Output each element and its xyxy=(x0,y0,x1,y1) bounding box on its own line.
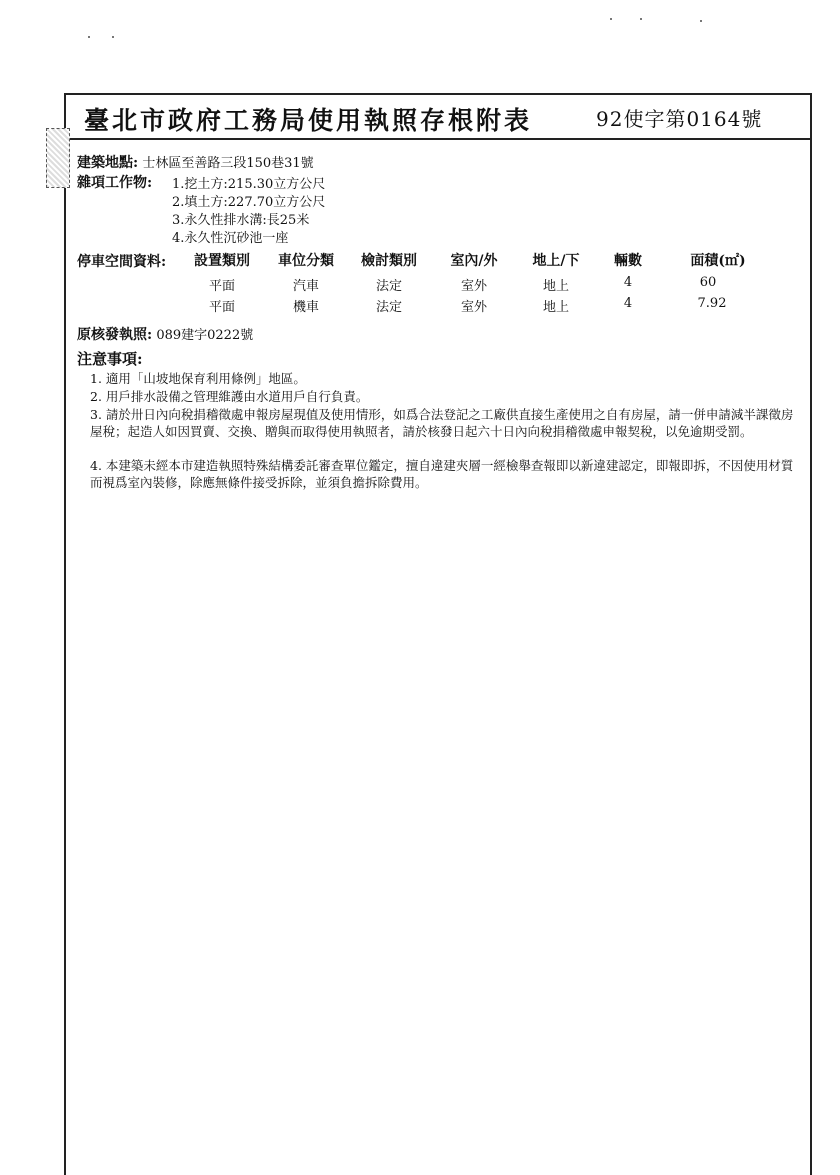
site-row xyxy=(77,152,314,172)
note-item: 2. 用戶排水設備之管理維護由水道用戶自行負責。 xyxy=(90,389,369,404)
note-item: 1. 適用「山坡地保育利用條例」地區。 xyxy=(90,371,306,386)
note-item: 3. 請於卅日內向稅捐稽徵處申報房屋現值及使用情形，如爲合法登記之工廠供直接生產使用之自有房屋，請一併申請減半課徵房屋稅；起造人如因買賣、交換、贈與而取得使用執照者，請於核發日起六十日內向稅捐稽徵處申報契稅，以免逾期受罰。 xyxy=(90,407,794,439)
parking-header-cell: 檢討類別 xyxy=(361,253,417,269)
parking-header-cell: 車位分類 xyxy=(278,253,334,269)
parking-header-cell: 地上/下 xyxy=(532,253,580,269)
site-label: 建築地點: xyxy=(77,155,139,171)
original-license-value: 089建字0222號 xyxy=(156,328,254,343)
parking-cell: 地上 xyxy=(542,300,570,315)
parking-cell: 60 xyxy=(699,275,717,290)
parking-cell: 汽車 xyxy=(292,279,320,294)
parking-cell: 7.92 xyxy=(697,296,727,311)
misc-works-label: 雜項工作物: xyxy=(77,175,153,191)
parking-cell: 室外 xyxy=(460,279,488,294)
parking-cell: 地上 xyxy=(542,279,570,294)
document-number: 92使字第0164號 xyxy=(596,107,763,131)
parking-cell: 法定 xyxy=(375,300,403,315)
misc-work-item: 3.永久性排水溝:長25米 xyxy=(172,213,310,228)
parking-header-cell: 面積(㎡) xyxy=(690,253,746,269)
site-value: 士林區至善路三段150巷31號 xyxy=(142,156,314,171)
misc-work-item: 1.挖土方:215.30立方公尺 xyxy=(172,177,326,192)
parking-header-cell: 輛數 xyxy=(614,253,642,269)
title-divider xyxy=(64,138,810,140)
parking-cell: 4 xyxy=(623,296,633,311)
original-license-row xyxy=(77,324,253,344)
document-title: 臺北市政府工務局使用執照存根附表 xyxy=(84,106,533,135)
parking-cell: 4 xyxy=(623,275,633,290)
official-seal-stamp xyxy=(46,128,70,188)
parking-cell: 機車 xyxy=(292,300,320,315)
misc-work-item: 4.永久性沉砂池一座 xyxy=(172,231,289,246)
misc-work-item: 2.填土方:227.70立方公尺 xyxy=(172,195,326,210)
original-license-label: 原核發執照: xyxy=(77,327,153,343)
parking-cell: 室外 xyxy=(460,300,488,315)
parking-cell: 平面 xyxy=(208,279,236,294)
parking-header-cell: 設置類別 xyxy=(194,253,250,269)
note-item: 4. 本建築未經本市建造執照特殊結構委託審查單位鑑定，擅自違建夾層一經檢舉查報即以新違建認定，即報即拆，不因使用材質而視爲室內裝修，除應無條件接受拆除，並須負擔拆除費用。 xyxy=(90,458,794,490)
parking-cell: 平面 xyxy=(208,300,236,315)
notes-label: 注意事項: xyxy=(77,350,143,368)
parking-header-cell: 室內/外 xyxy=(450,253,498,269)
parking-label: 停車空間資料: xyxy=(77,254,167,270)
parking-cell: 法定 xyxy=(375,279,403,294)
